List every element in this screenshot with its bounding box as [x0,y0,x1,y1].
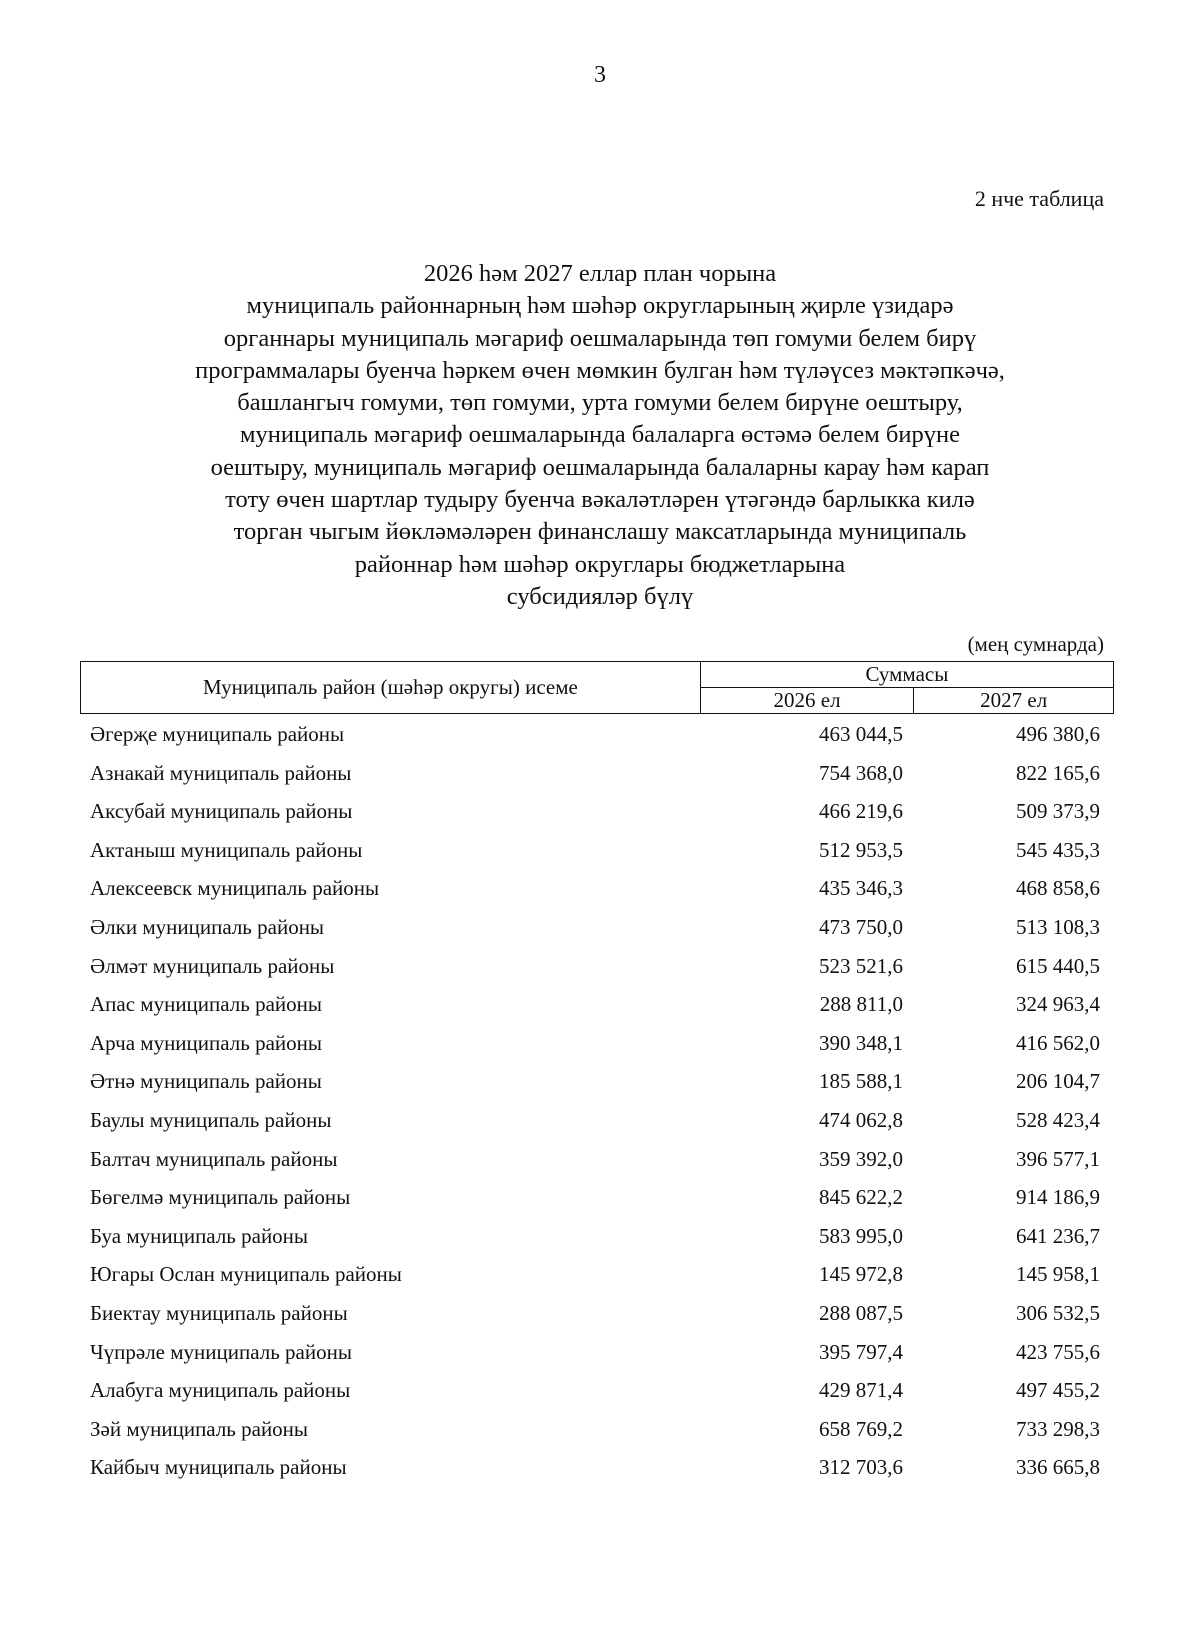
row-municipality-name: Баулы муниципаль районы [90,1107,332,1132]
document-title [100,258,1100,613]
table-row [80,988,1114,1027]
row-value-2027: 468 858,6 [1016,876,1100,901]
row-value-2026: 466 219,6 [819,799,903,824]
row-municipality-name: Алексеевск муниципаль районы [90,876,380,901]
row-value-2026: 288 087,5 [819,1300,903,1325]
row-value-2026: 845 622,2 [819,1185,903,1210]
table-row [80,1451,1114,1490]
row-municipality-name: Балтач муниципаль районы [90,1146,338,1171]
row-value-2027: 513 108,3 [1016,914,1100,939]
table-row [80,1181,1114,1220]
units-note: (мең сумнарда) [967,632,1104,656]
row-value-2027: 496 380,6 [1016,722,1100,746]
table-row [80,1065,1114,1104]
row-value-2027: 336 665,8 [1016,1455,1100,1480]
table-row [80,834,1114,873]
row-municipality-name: Кайбыч муниципаль районы [90,1455,347,1480]
row-value-2027: 914 186,9 [1016,1185,1100,1210]
row-municipality-name: Бөгелмә муниципаль районы [90,1185,351,1210]
table-row [80,911,1114,950]
row-value-2026: 435 346,3 [819,876,903,901]
title-line: торган чыгым йөкләмәләрен финанслашу максатларында муниципаль [233,518,967,546]
row-value-2026: 390 348,1 [819,1030,903,1055]
row-value-2026: 185 588,1 [819,1069,903,1094]
table-row [80,1336,1114,1375]
title-line: программалары буенча һәркем өчен мөмкин булган һәм түләүсез мәктәпкәчә, [195,356,1005,384]
row-value-2027: 733 298,3 [1016,1416,1100,1441]
table-number-label: 2 нче таблица [974,186,1104,211]
row-value-2026: 473 750,0 [819,914,903,939]
header-year-2027: 2027 ел [914,688,1114,714]
header-year-2026: 2026 ел [700,688,914,714]
row-municipality-name: Әгерҗе муниципаль районы [90,722,345,746]
title-line: оештыру, муниципаль мәгариф оешмаларында балаларны карау һәм карап [210,453,990,481]
header-sum-column: Суммасы [700,662,1113,688]
row-value-2027: 306 532,5 [1016,1300,1100,1325]
row-value-2026: 429 871,4 [819,1378,903,1403]
table-row [80,1413,1114,1452]
row-municipality-name: Әлки муниципаль районы [90,914,325,939]
row-municipality-name: Әтнә муниципаль районы [90,1069,322,1094]
title-line: муниципаль районнарның һәм шәһәр округларының җирле үзидарә [246,292,954,320]
row-value-2026: 658 769,2 [819,1416,903,1441]
row-value-2027: 641 236,7 [1016,1223,1100,1248]
page-number: 3 [594,62,606,88]
row-municipality-name: Апас муниципаль районы [90,992,322,1017]
row-value-2027: 822 165,6 [1016,760,1100,785]
table-row [80,795,1114,834]
row-value-2026: 512 953,5 [819,837,903,862]
row-municipality-name: Буа муниципаль районы [90,1223,309,1248]
row-municipality-name: Чүпрәле муниципаль районы [90,1339,352,1364]
row-value-2027: 545 435,3 [1016,837,1100,862]
row-municipality-name: Алабуга муниципаль районы [90,1378,351,1403]
row-municipality-name: Актаныш муниципаль районы [90,837,363,862]
row-value-2027: 509 373,9 [1016,799,1100,824]
title-line: органнары муниципаль мәгариф оешмаларында төп гомуми белем бирү [223,324,977,352]
row-value-2026: 312 703,6 [819,1455,903,1480]
table-row [80,1104,1114,1143]
row-municipality-name: Югары Ослан муниципаль районы [90,1262,402,1287]
row-value-2027: 615 440,5 [1016,953,1100,978]
table-row [80,718,1114,757]
table-row [80,1258,1114,1297]
title-line: 2026 һәм 2027 еллар план чорына [423,260,777,287]
table-row [80,872,1114,911]
row-municipality-name: Азнакай муниципаль районы [90,760,352,785]
row-value-2026: 474 062,8 [819,1107,903,1132]
row-value-2027: 145 958,1 [1016,1262,1100,1287]
title-line: районнар һәм шәһәр округлары бюджетларына [354,550,846,578]
row-value-2026: 395 797,4 [819,1339,903,1364]
row-value-2027: 423 755,6 [1016,1339,1100,1364]
table-row [80,1143,1114,1182]
row-value-2027: 497 455,2 [1016,1378,1100,1403]
row-value-2026: 145 972,8 [819,1262,903,1287]
row-value-2026: 754 368,0 [819,760,903,785]
row-value-2027: 324 963,4 [1016,992,1100,1017]
table-row [80,1297,1114,1336]
row-municipality-name: Зәй муниципаль районы [90,1416,309,1441]
title-line: субсидияләр бүлү [506,582,694,610]
table-row [80,757,1114,796]
row-municipality-name: Аксубай муниципаль районы [90,799,353,824]
header-name-column: Муниципаль район (шәһәр округы) исеме [81,662,701,714]
row-value-2026: 523 521,6 [819,953,903,978]
table-row [80,1374,1114,1413]
title-line: тоту өчен шартлар тудыру буенча вәкаләтләрен үтәгәндә барлыкка килә [225,486,975,514]
row-value-2026: 463 044,5 [819,722,903,746]
row-value-2026: 288 811,0 [819,992,903,1017]
table-row [80,1027,1114,1066]
table-row [80,950,1114,989]
table-row [80,1220,1114,1259]
row-municipality-name: Биектау муниципаль районы [90,1300,348,1325]
row-value-2026: 583 995,0 [819,1223,903,1248]
row-value-2026: 359 392,0 [819,1146,903,1171]
row-value-2027: 528 423,4 [1016,1107,1100,1132]
row-municipality-name: Арча муниципаль районы [90,1030,322,1055]
row-value-2027: 396 577,1 [1016,1146,1100,1171]
table-header [80,661,1114,714]
title-line: муниципаль мәгариф оешмаларында балаларга өстәмә белем бирүне [240,421,960,449]
title-line: башлангыч гомуми, төп гомуми, урта гомуми белем бирүне оештыру, [237,389,963,417]
row-value-2027: 416 562,0 [1016,1030,1100,1055]
table-body [80,718,1114,1490]
row-municipality-name: Әлмәт муниципаль районы [90,953,335,978]
row-value-2027: 206 104,7 [1016,1069,1100,1094]
